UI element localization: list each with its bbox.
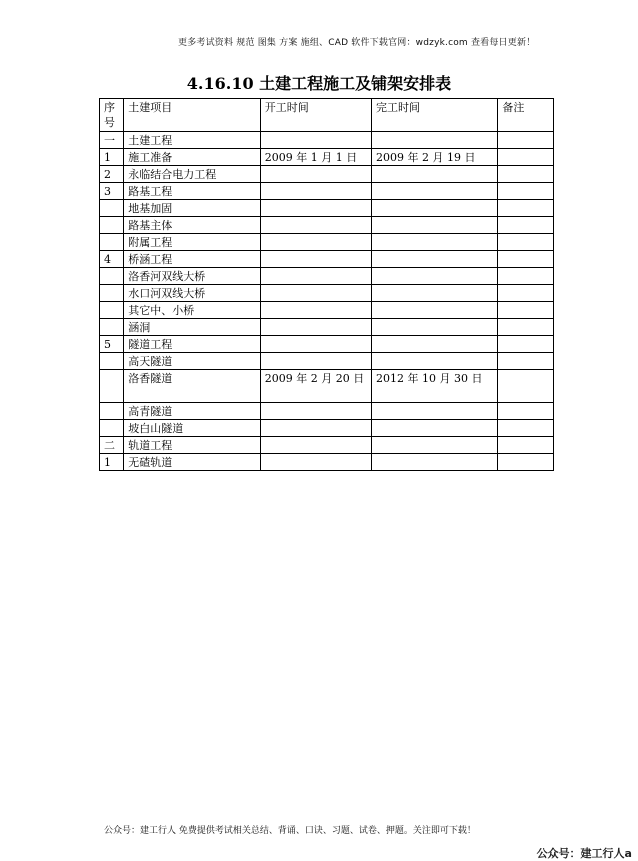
table-row — [100, 319, 554, 336]
cell-no: 二 — [100, 437, 124, 454]
cell-no: 2 — [100, 166, 124, 183]
table-row — [100, 183, 554, 200]
cell-item: 无碴轨道 — [124, 454, 261, 471]
cell-no — [100, 403, 124, 420]
cell-no — [100, 302, 124, 319]
cell-start — [260, 183, 371, 200]
cell-no — [100, 420, 124, 437]
cell-note — [498, 149, 554, 166]
cell-end — [371, 268, 497, 285]
cell-start — [260, 200, 371, 217]
cell-end — [371, 200, 497, 217]
cell-note — [498, 353, 554, 370]
cell-start — [260, 454, 371, 471]
table-row — [100, 217, 554, 234]
cell-start — [260, 336, 371, 353]
table-row — [100, 437, 554, 454]
cell-end — [371, 336, 497, 353]
cell-note — [498, 132, 554, 149]
cell-item: 高青隧道 — [124, 403, 261, 420]
cell-item: 轨道工程 — [124, 437, 261, 454]
cell-end — [371, 285, 497, 302]
table-row — [100, 403, 554, 420]
cell-item: 桥涵工程 — [124, 251, 261, 268]
cell-note — [498, 285, 554, 302]
cell-no — [100, 268, 124, 285]
cell-note — [498, 234, 554, 251]
cell-end — [371, 454, 497, 471]
table-row — [100, 420, 554, 437]
cell-no: 3 — [100, 183, 124, 200]
cell-start — [260, 132, 371, 149]
cell-item: 路基工程 — [124, 183, 261, 200]
cell-note — [498, 403, 554, 420]
table-row — [100, 454, 554, 471]
cell-no — [100, 200, 124, 217]
table-header-row — [100, 99, 554, 132]
cell-note — [498, 166, 554, 183]
cell-end — [371, 403, 497, 420]
cell-note — [498, 217, 554, 234]
column-header-no-line2: 号 — [104, 116, 115, 129]
cell-note — [498, 183, 554, 200]
cell-start: 2009 年 2 月 20 日 — [260, 370, 371, 403]
footer-note: 公众号：建工行人 免费提供考试相关总结、背诵、口诀、习题、试卷、押题。关注即可下载！ — [104, 826, 476, 836]
cell-item: 地基加固 — [124, 200, 261, 217]
cell-item: 隧道工程 — [124, 336, 261, 353]
cell-end: 2009 年 2 月 19 日 — [371, 149, 497, 166]
cell-end — [371, 166, 497, 183]
cell-start — [260, 353, 371, 370]
document-title: 4.16.10 土建工程施工及铺架安排表 — [186, 74, 452, 93]
table-row — [100, 200, 554, 217]
cell-item: 涵洞 — [124, 319, 261, 336]
cell-end — [371, 353, 497, 370]
cell-note — [498, 437, 554, 454]
cell-end — [371, 217, 497, 234]
cell-item: 高天隧道 — [124, 353, 261, 370]
cell-start — [260, 319, 371, 336]
cell-start — [260, 403, 371, 420]
column-header-start: 开工时间 — [260, 99, 371, 132]
cell-no: 1 — [100, 149, 124, 166]
cell-end: 2012 年 10 月 30 日 — [371, 370, 497, 403]
top-banner: 更多考试资料 规范 图集 方案 施组、CAD 软件下载官网：wdzyk.com 查看每日更新！ — [178, 38, 536, 48]
cell-end — [371, 420, 497, 437]
cell-end — [371, 251, 497, 268]
column-header-item: 土建项目 — [124, 99, 261, 132]
cell-no: 5 — [100, 336, 124, 353]
cell-end — [371, 319, 497, 336]
cell-end — [371, 234, 497, 251]
table-row — [100, 370, 554, 403]
cell-note — [498, 319, 554, 336]
cell-item: 洛香隧道 — [124, 370, 261, 403]
cell-note — [498, 268, 554, 285]
table-row — [100, 234, 554, 251]
cell-no — [100, 370, 124, 403]
table-row — [100, 149, 554, 166]
cell-start — [260, 234, 371, 251]
cell-start — [260, 437, 371, 454]
cell-note — [498, 454, 554, 471]
table-row — [100, 285, 554, 302]
column-header-no — [100, 99, 124, 132]
cell-start — [260, 268, 371, 285]
cell-no: 4 — [100, 251, 124, 268]
schedule-table — [99, 98, 554, 471]
column-header-note: 备注 — [498, 99, 554, 132]
table-row — [100, 132, 554, 149]
schedule-table-body — [100, 132, 554, 471]
table-row — [100, 353, 554, 370]
cell-item: 土建工程 — [124, 132, 261, 149]
cell-start — [260, 251, 371, 268]
cell-item: 其它中、小桥 — [124, 302, 261, 319]
cell-item: 水口河双线大桥 — [124, 285, 261, 302]
cell-no: 1 — [100, 454, 124, 471]
cell-end — [371, 132, 497, 149]
cell-item: 永临结合电力工程 — [124, 166, 261, 183]
cell-end — [371, 183, 497, 200]
table-row — [100, 302, 554, 319]
cell-no — [100, 234, 124, 251]
table-row — [100, 166, 554, 183]
cell-start — [260, 420, 371, 437]
cell-note — [498, 302, 554, 319]
cell-note — [498, 336, 554, 353]
cell-note — [498, 200, 554, 217]
cell-end — [371, 437, 497, 454]
cell-no — [100, 353, 124, 370]
footer-badge: 公众号：建工行人a — [536, 847, 632, 860]
cell-item: 附属工程 — [124, 234, 261, 251]
cell-start — [260, 285, 371, 302]
cell-start — [260, 302, 371, 319]
cell-note — [498, 251, 554, 268]
cell-note — [498, 420, 554, 437]
table-row — [100, 251, 554, 268]
cell-start — [260, 166, 371, 183]
cell-item: 坡白山隧道 — [124, 420, 261, 437]
cell-no — [100, 217, 124, 234]
cell-no: 一 — [100, 132, 124, 149]
cell-no — [100, 319, 124, 336]
table-row — [100, 268, 554, 285]
cell-item: 施工准备 — [124, 149, 261, 166]
column-header-end: 完工时间 — [371, 99, 497, 132]
cell-note — [498, 370, 554, 403]
cell-end — [371, 302, 497, 319]
cell-no — [100, 285, 124, 302]
cell-item: 洛香河双线大桥 — [124, 268, 261, 285]
cell-start — [260, 217, 371, 234]
cell-start: 2009 年 1 月 1 日 — [260, 149, 371, 166]
column-header-no-line1: 序 — [104, 101, 115, 114]
cell-item: 路基主体 — [124, 217, 261, 234]
table-row — [100, 336, 554, 353]
